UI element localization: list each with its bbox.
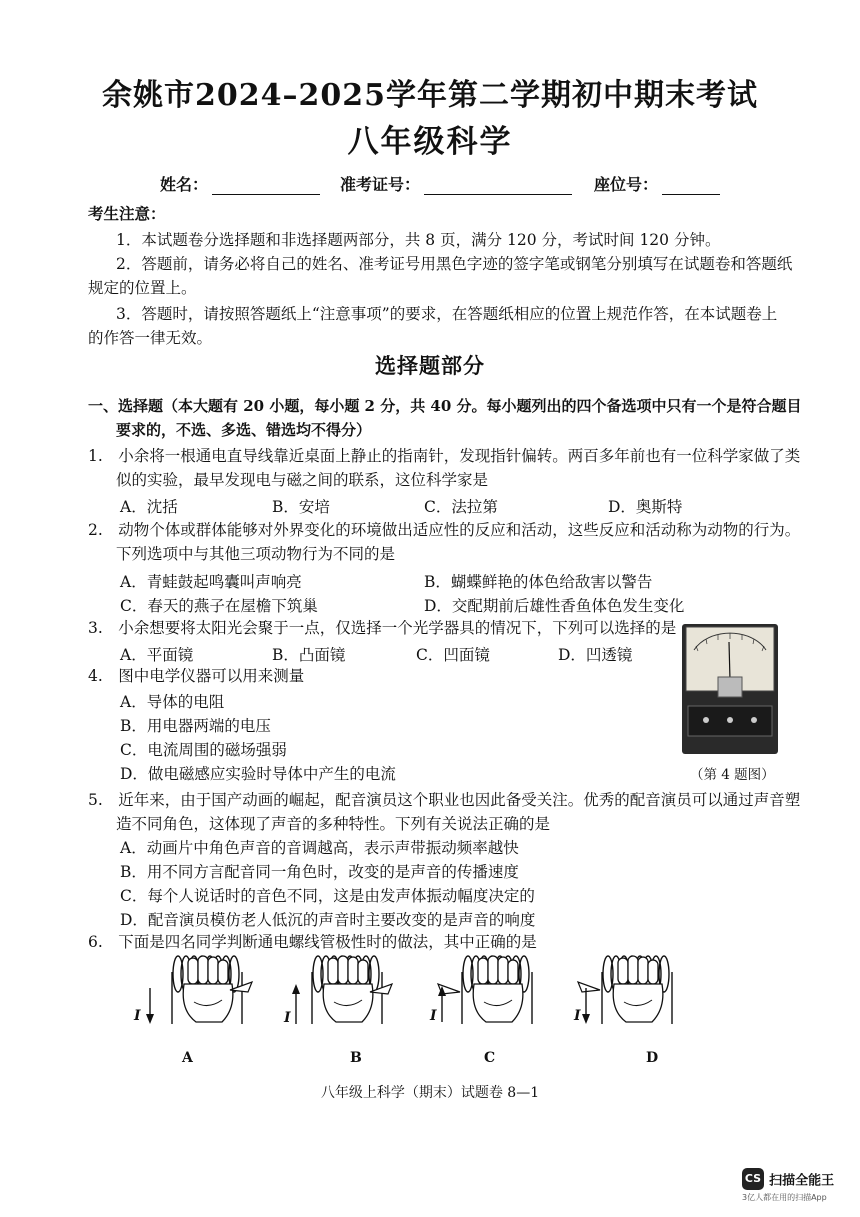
notice-item-3: 3．答题时，请按照答题纸上“注意事项”的要求，在答题纸相应的位置上规范作答，在本试题卷上 [116, 305, 778, 323]
ammeter-figure [680, 622, 780, 756]
q6-label-d: D [646, 1050, 659, 1066]
seat-field [594, 172, 720, 195]
current-label-a: I [134, 1008, 141, 1024]
q6-label-b: B [350, 1050, 362, 1066]
part1-instruction: 一、选择题（本大题有 20 小题，每小题 2 分，共 40 分。每小题列出的四个备选项中只有一个是符合题目 [88, 397, 802, 415]
subject-title: 八年级科学 [347, 124, 513, 160]
q2-option-a: A．青蛙鼓起鸣囊叫声响亮 [120, 573, 302, 591]
q2-option-b: B．蝴蝶鲜艳的体色给敌害以警告 [424, 573, 653, 591]
scanner-logo-icon: CS [742, 1168, 764, 1190]
q1-option-a: A．沈括 [120, 498, 178, 516]
exam-no-label: 准考证号： [340, 175, 421, 194]
q2-option-c: C．春天的燕子在屋檐下筑巢 [120, 597, 318, 615]
scanner-watermark [742, 1168, 834, 1203]
q1-option-d: D．奥斯特 [608, 498, 683, 516]
notice-item-1: 1．本试题卷分选择题和非选择题两部分，共 8 页，满分 120 分，考试时间 120 分钟。 [116, 231, 721, 249]
q2-stem-cont: 下列选项中与其他三项动物行为不同的是 [116, 545, 396, 563]
q3-stem: 3. 小余想要将太阳光会聚于一点，仅选择一个光学器具的情况下，下列可以选择的是 [88, 619, 677, 637]
q4-figure-caption: （第 4 题图） [690, 767, 775, 783]
seat-label: 座位号： [594, 175, 659, 194]
name-label: 姓名： [160, 175, 209, 194]
q4-option-b: B．用电器两端的电压 [120, 717, 271, 735]
q5-stem-cont: 造不同角色，这体现了声音的多种特性。下列有关说法正确的是 [116, 815, 551, 833]
notice-item-2: 2．答题前，请务必将自己的姓名、准考证号用黑色字迹的签字笔或钢笔分别填写在试题卷和答题纸 [116, 255, 793, 273]
q5-option-c: C．每个人说话时的音色不同，这是由发声体振动幅度决定的 [120, 887, 535, 905]
current-label-c: I [430, 1008, 437, 1024]
scanner-tagline: 3亿人都在用的扫描App [742, 1193, 827, 1202]
hand-a [146, 956, 252, 1024]
q4-option-a: A．导体的电阻 [120, 693, 225, 711]
notice-item-2-cont: 规定的位置上。 [88, 279, 197, 297]
q5-stem: 5. 近年来，由于国产动画的崛起，配音演员这个职业也因此备受关注。优秀的配音演员可以通过声音塑 [88, 791, 801, 809]
exam-title: 余姚市2024–2025学年第二学期初中期末考试 [102, 78, 758, 113]
q4-stem: 4. 图中电学仪器可以用来测量 [88, 667, 305, 685]
part1-instruction-cont: 要求的，不选、多选、错选均不得分） [116, 421, 372, 439]
hand-c [438, 956, 532, 1024]
q5-option-d: D．配音演员模仿老人低沉的声音时主要改变的是声音的响度 [120, 911, 536, 929]
q6-label-a: A [182, 1050, 193, 1066]
q6-stem: 6. 下面是四名同学判断通电螺线管极性时的做法，其中正确的是 [88, 933, 537, 951]
notice-item-3-cont: 的作答一律无效。 [88, 329, 213, 347]
exam-no-blank [424, 178, 572, 195]
q1-option-c: C．法拉第 [424, 498, 498, 516]
q1-stem-cont: 似的实验，最早发现电与磁之间的联系，这位科学家是 [116, 471, 489, 489]
q5-option-a: A．动画片中角色声音的音调越高，表示声带振动频率越快 [120, 839, 519, 857]
name-blank [212, 178, 320, 195]
q3-option-a: A．平面镜 [120, 646, 194, 664]
hand-b [292, 956, 392, 1024]
q1-stem: 1. 小余将一根通电直导线靠近桌面上静止的指南针，发现指针偏转。两百多年前也有一位科学家做了类 [88, 447, 801, 465]
exam-no-field [340, 172, 572, 195]
q4-option-d: D．做电磁感应实验时导体中产生的电流 [120, 765, 396, 783]
q2-stem: 2. 动物个体或群体能够对外界变化的环境做出适应性的反应和活动，这些反应和活动称为动物的行为。 [88, 521, 801, 539]
seat-blank [662, 178, 720, 195]
current-label-b: I [284, 1010, 291, 1026]
page-footer: 八年级上科学（期末）试题卷 8—1 [320, 1085, 540, 1101]
section-title: 选择题部分 [375, 353, 485, 378]
q5-option-b: B．用不同方言配音同一角色时，改变的是声音的传播速度 [120, 863, 519, 881]
q2-option-d: D．交配期前后雄性香鱼体色发生变化 [424, 597, 685, 615]
scanner-app-name: 扫描全能王 [769, 1173, 835, 1189]
current-label-d: I [574, 1008, 581, 1024]
q3-option-b: B．凸面镜 [272, 646, 346, 664]
q1-option-b: B．安培 [272, 498, 330, 516]
hand-d [578, 956, 672, 1024]
q3-option-d: D．凹透镜 [558, 646, 633, 664]
q6-label-c: C [484, 1050, 496, 1066]
notice-heading: 考生注意： [88, 204, 166, 223]
name-field [160, 172, 320, 195]
solenoid-hands-figure [130, 952, 710, 1042]
q3-option-c: C．凹面镜 [416, 646, 490, 664]
q4-option-c: C．电流周围的磁场强弱 [120, 741, 287, 759]
